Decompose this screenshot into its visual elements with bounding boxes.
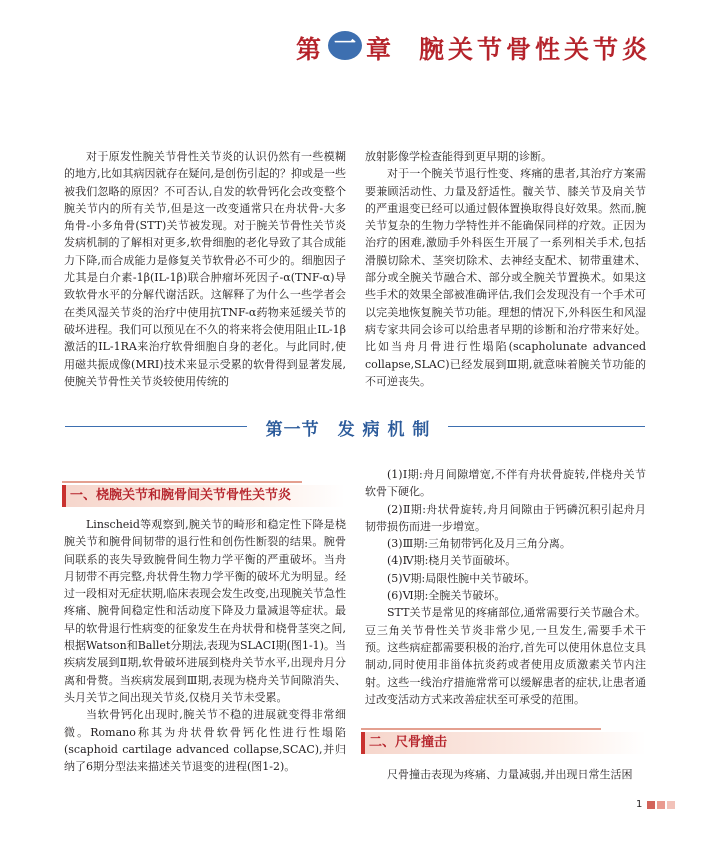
page-number: 1 — [636, 799, 643, 810]
chapter-prefix: 第 — [296, 35, 322, 64]
subsection2-text — [365, 766, 646, 783]
stage-item: (2)Ⅱ期:舟状骨旋转,舟月间隙由于钙磷沉积引起舟月韧带损伤而进一步增宽。 — [365, 502, 646, 533]
stage-item: (6)Ⅵ期:全腕关节破坏。 — [387, 589, 506, 603]
intro-right-column — [365, 148, 646, 390]
section1-paragraph-1: Linscheid等观察到,腕关节的畸形和稳定性下降是桡腕关节和腕骨间韧带的退行性和创伤性断裂的结果。腕骨间联系的丧失导致腕骨间生物力学平衡的严重破坏。当舟月韧带不再完整,舟状骨生物力学平衡的破坏尤为明显。经过一段相对无症状期,临床表现会发生改变,出现腕关节急性疼痛、腕骨间稳定性和活动度下降及力量减退等症状。最早的软骨退行性病变的征象发生在舟状骨和桡骨茎突之间,根据Watson和Ballet分期法,表现为SLACⅠ期(图1-1)。当疾病发展到Ⅱ期,软骨破坏进展到桡舟关节水平,出现舟月分离和骨赘。当疾病发展到Ⅲ期,表现为桡舟关节间隙消失、头月关节之间出现关节炎,仅桡月关节未受累。 — [64, 518, 346, 704]
section1-right-column — [365, 466, 646, 708]
chapter-suffix: 章 — [366, 35, 392, 64]
intro-left-column — [64, 148, 346, 390]
intro-paragraph: 对于原发性腕关节骨性关节炎的认识仍然有一些模糊的地方,比如其病因就存在疑问,是创伤引起的？抑或是一些被我们忽略的原因？不可否认,自发的软骨钙化会改变整个腕关节内的所有关节,但是这一改变通常只在舟状骨-大多角骨-小多角骨(STT)关节被发现。对于腕关节骨性关节炎发病机制的了解相对更多,软骨细胞的老化导致了其合成能力下降,而合成能力是修复关节软骨必不可少的。细胞因子尤其是白介素-1β(IL-1β)联合肿瘤坏死因子-α(TNF-α)导致软骨水平的分解代谢活跃。这解释了为什么一些学者会在类风湿关节炎的治疗中使用抗TNF-α药物来延缓关节的破坏进程。我们可以预见在不久的将来将会使用阻止IL-1β激活的IL-1RA来治疗软骨细胞自身的老化。与此同时,使用磁共振成像(MRI)技术来显示受累的软骨得到显著发展,使腕关节骨性关节炎较使用传统的 — [64, 150, 346, 388]
chapter-name: 腕关节骨性关节炎 — [419, 35, 652, 64]
stage-item: (1)Ⅰ期:舟月间隙增宽,不伴有舟状骨旋转,伴桡舟关节软骨下硬化。 — [365, 468, 646, 499]
chapter-title — [0, 30, 703, 70]
page-mark — [667, 801, 675, 809]
section1-paragraph-2: 当软骨钙化出现时,腕关节不稳的进展就变得非常细微。Romano称其为舟状骨软骨钙化性进行性塌陷(scaphoid cartilage advanced collapse,SCAC),并归纳了6期分型法来描述关节退变的进程(图1-2)。 — [64, 708, 346, 774]
subsection-heading-1: 一、桡腕关节和腕骨间关节骨性关节炎 — [62, 485, 345, 507]
chapter-number-badge: 一 — [328, 31, 362, 60]
section-heading — [65, 416, 645, 440]
subsection2-paragraph: 尺骨撞击表现为疼痛、力量减弱,并出现日常生活困 — [387, 768, 633, 781]
section1-left-column — [64, 516, 346, 775]
stage-item: (5)Ⅴ期:局限性腕中关节破坏。 — [387, 571, 536, 585]
page-mark — [647, 801, 655, 809]
section-rule-left — [65, 426, 247, 427]
page-mark — [657, 801, 665, 809]
intro-paragraph-2: 对于一个腕关节退行性变、疼痛的患者,其治疗方案需要兼顾活动性、力量及舒适性。髋关节、膝关节及肩关节的严重退变已经可以通过假体置换取得良好效果。然而,腕关节复杂的生物力学特性并不能确保同样的疗效。正因为治疗的困难,激励手外科医生开展了一系列相关手术,包括滑膜切除术、茎突切除术、去神经支配术、韧带重建术、部分或全腕关节融合术、部分或全腕关节置换术。如果这些手术的效果全部被准确评估,我们会发现没有一个手术可以完美地恢复腕关节功能。理想的情况下,外科医生和风湿病专家共同会诊可以给患者早期的诊断和治疗带来好处。比如当舟月骨进行性塌陷(scapholunate advanced collapse,SLAC)已经发展到Ⅲ期,就意味着腕关节功能的不可逆丧失。 — [365, 167, 646, 388]
page-decoration — [647, 801, 687, 809]
stage-item: (3)Ⅲ期:三角韧带钙化及月三角分离。 — [387, 537, 571, 551]
intro-continuation: 放射影像学检查能得到更早期的诊断。 — [365, 150, 552, 163]
stage-item: (4)Ⅳ期:桡月关节面破坏。 — [387, 554, 517, 568]
section1-paragraph-3: STT关节是常见的疼痛部位,通常需要行关节融合术。豆三角关节骨性关节炎非常少见,一旦发生,需要手术干预。这些病症都需要积极的治疗,首先可以使用休息位支具制动,同时使用非甾体抗炎药或者使用皮质激素关节内注射。这些一线治疗措施常常可以缓解患者的症状,让患者通过改变活动方式来改善症状至可承受的范围。 — [365, 606, 646, 706]
section-rule-right — [448, 426, 645, 427]
subsection-heading-2: 二、尺骨撞击 — [361, 732, 646, 754]
section-title: 第一节 发 病 机 制 — [265, 420, 431, 440]
